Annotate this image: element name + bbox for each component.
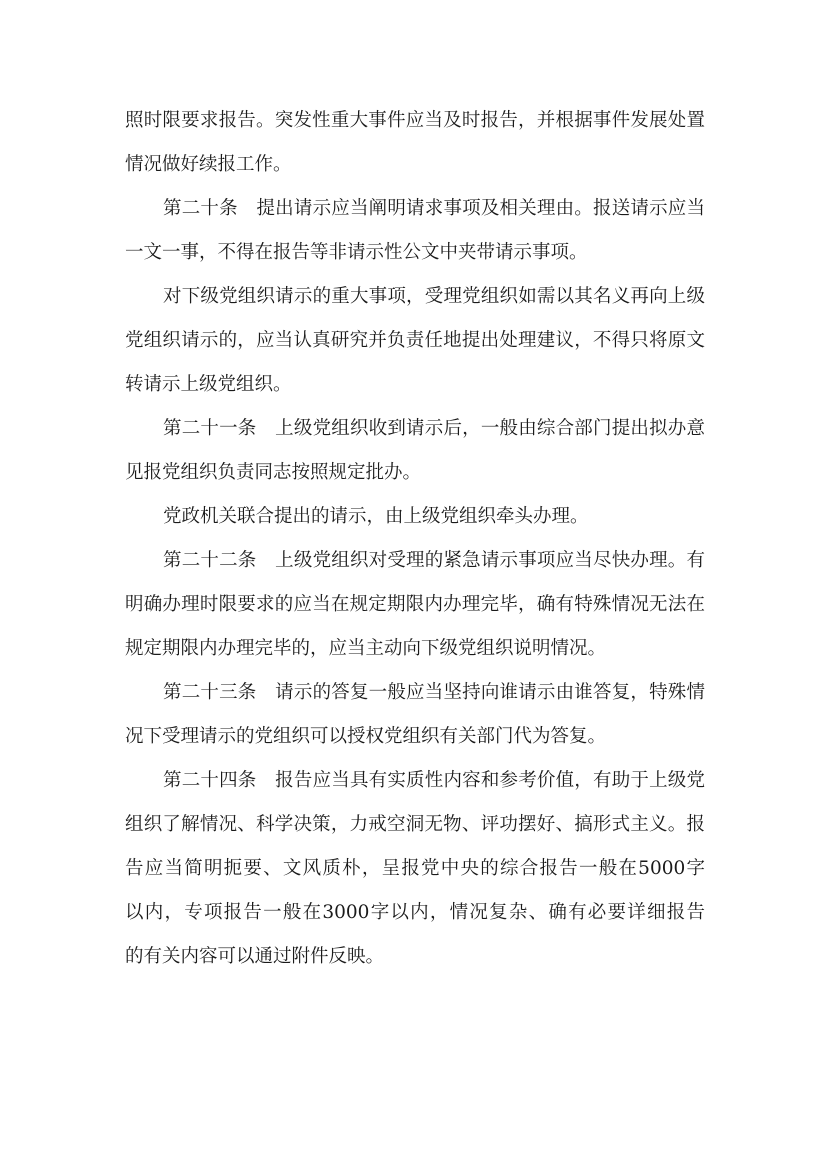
- text-line: 况下受理请示的党组织可以授权党组织有关部门代为答复。: [125, 726, 607, 747]
- text-line: 一文一事，不得在报告等非请示性公文中夹带请示事项。: [125, 242, 588, 263]
- article-21-heading-line: 第二十一条 上级党组织收到请示后，一般由综合部门提出拟办意: [163, 418, 705, 439]
- text-line: 明确办理时限要求的应当在规定期限内办理完毕，确有特殊情况无法在: [125, 594, 705, 615]
- article-24-heading-line: 第二十四条 报告应当具有实质性内容和参考价值，有助于上级党: [163, 770, 705, 791]
- text-line: 转请示上级党组织。: [125, 374, 292, 395]
- text-line: 告应当简明扼要、文风质朴，呈报党中央的综合报告一般在5000字: [125, 858, 705, 879]
- text-line: 情况做好续报工作。: [125, 154, 292, 175]
- article-22-heading-line: 第二十二条 上级党组织对受理的紧急请示事项应当尽快办理。有: [163, 550, 705, 571]
- text-line: 党组织请示的，应当认真研究并负责任地提出处理建议，不得只将原文: [125, 330, 705, 351]
- text-line: 见报党组织负责同志按照规定批办。: [125, 462, 422, 483]
- text-line: 组织了解情况、科学决策，力戒空洞无物、评功摆好、搞形式主义。报: [125, 814, 705, 835]
- text-line: 对下级党组织请示的重大事项，受理党组织如需以其名义再向上级: [163, 286, 705, 307]
- text-line: 规定期限内办理完毕的，应当主动向下级党组织说明情况。: [125, 638, 607, 659]
- text-line: 的有关内容可以通过附件反映。: [125, 946, 385, 967]
- text-line: 照时限要求报告。突发性重大事件应当及时报告，并根据事件发展处置: [125, 110, 705, 131]
- article-20-heading-line: 第二十条 提出请示应当阐明请求事项及相关理由。报送请示应当: [163, 198, 705, 219]
- text-line: 以内，专项报告一般在3000字以内，情况复杂、确有必要详细报告: [125, 902, 705, 923]
- article-23-heading-line: 第二十三条 请示的答复一般应当坚持向谁请示由谁答复，特殊情: [163, 682, 705, 703]
- text-line: 党政机关联合提出的请示，由上级党组织牵头办理。: [163, 506, 589, 527]
